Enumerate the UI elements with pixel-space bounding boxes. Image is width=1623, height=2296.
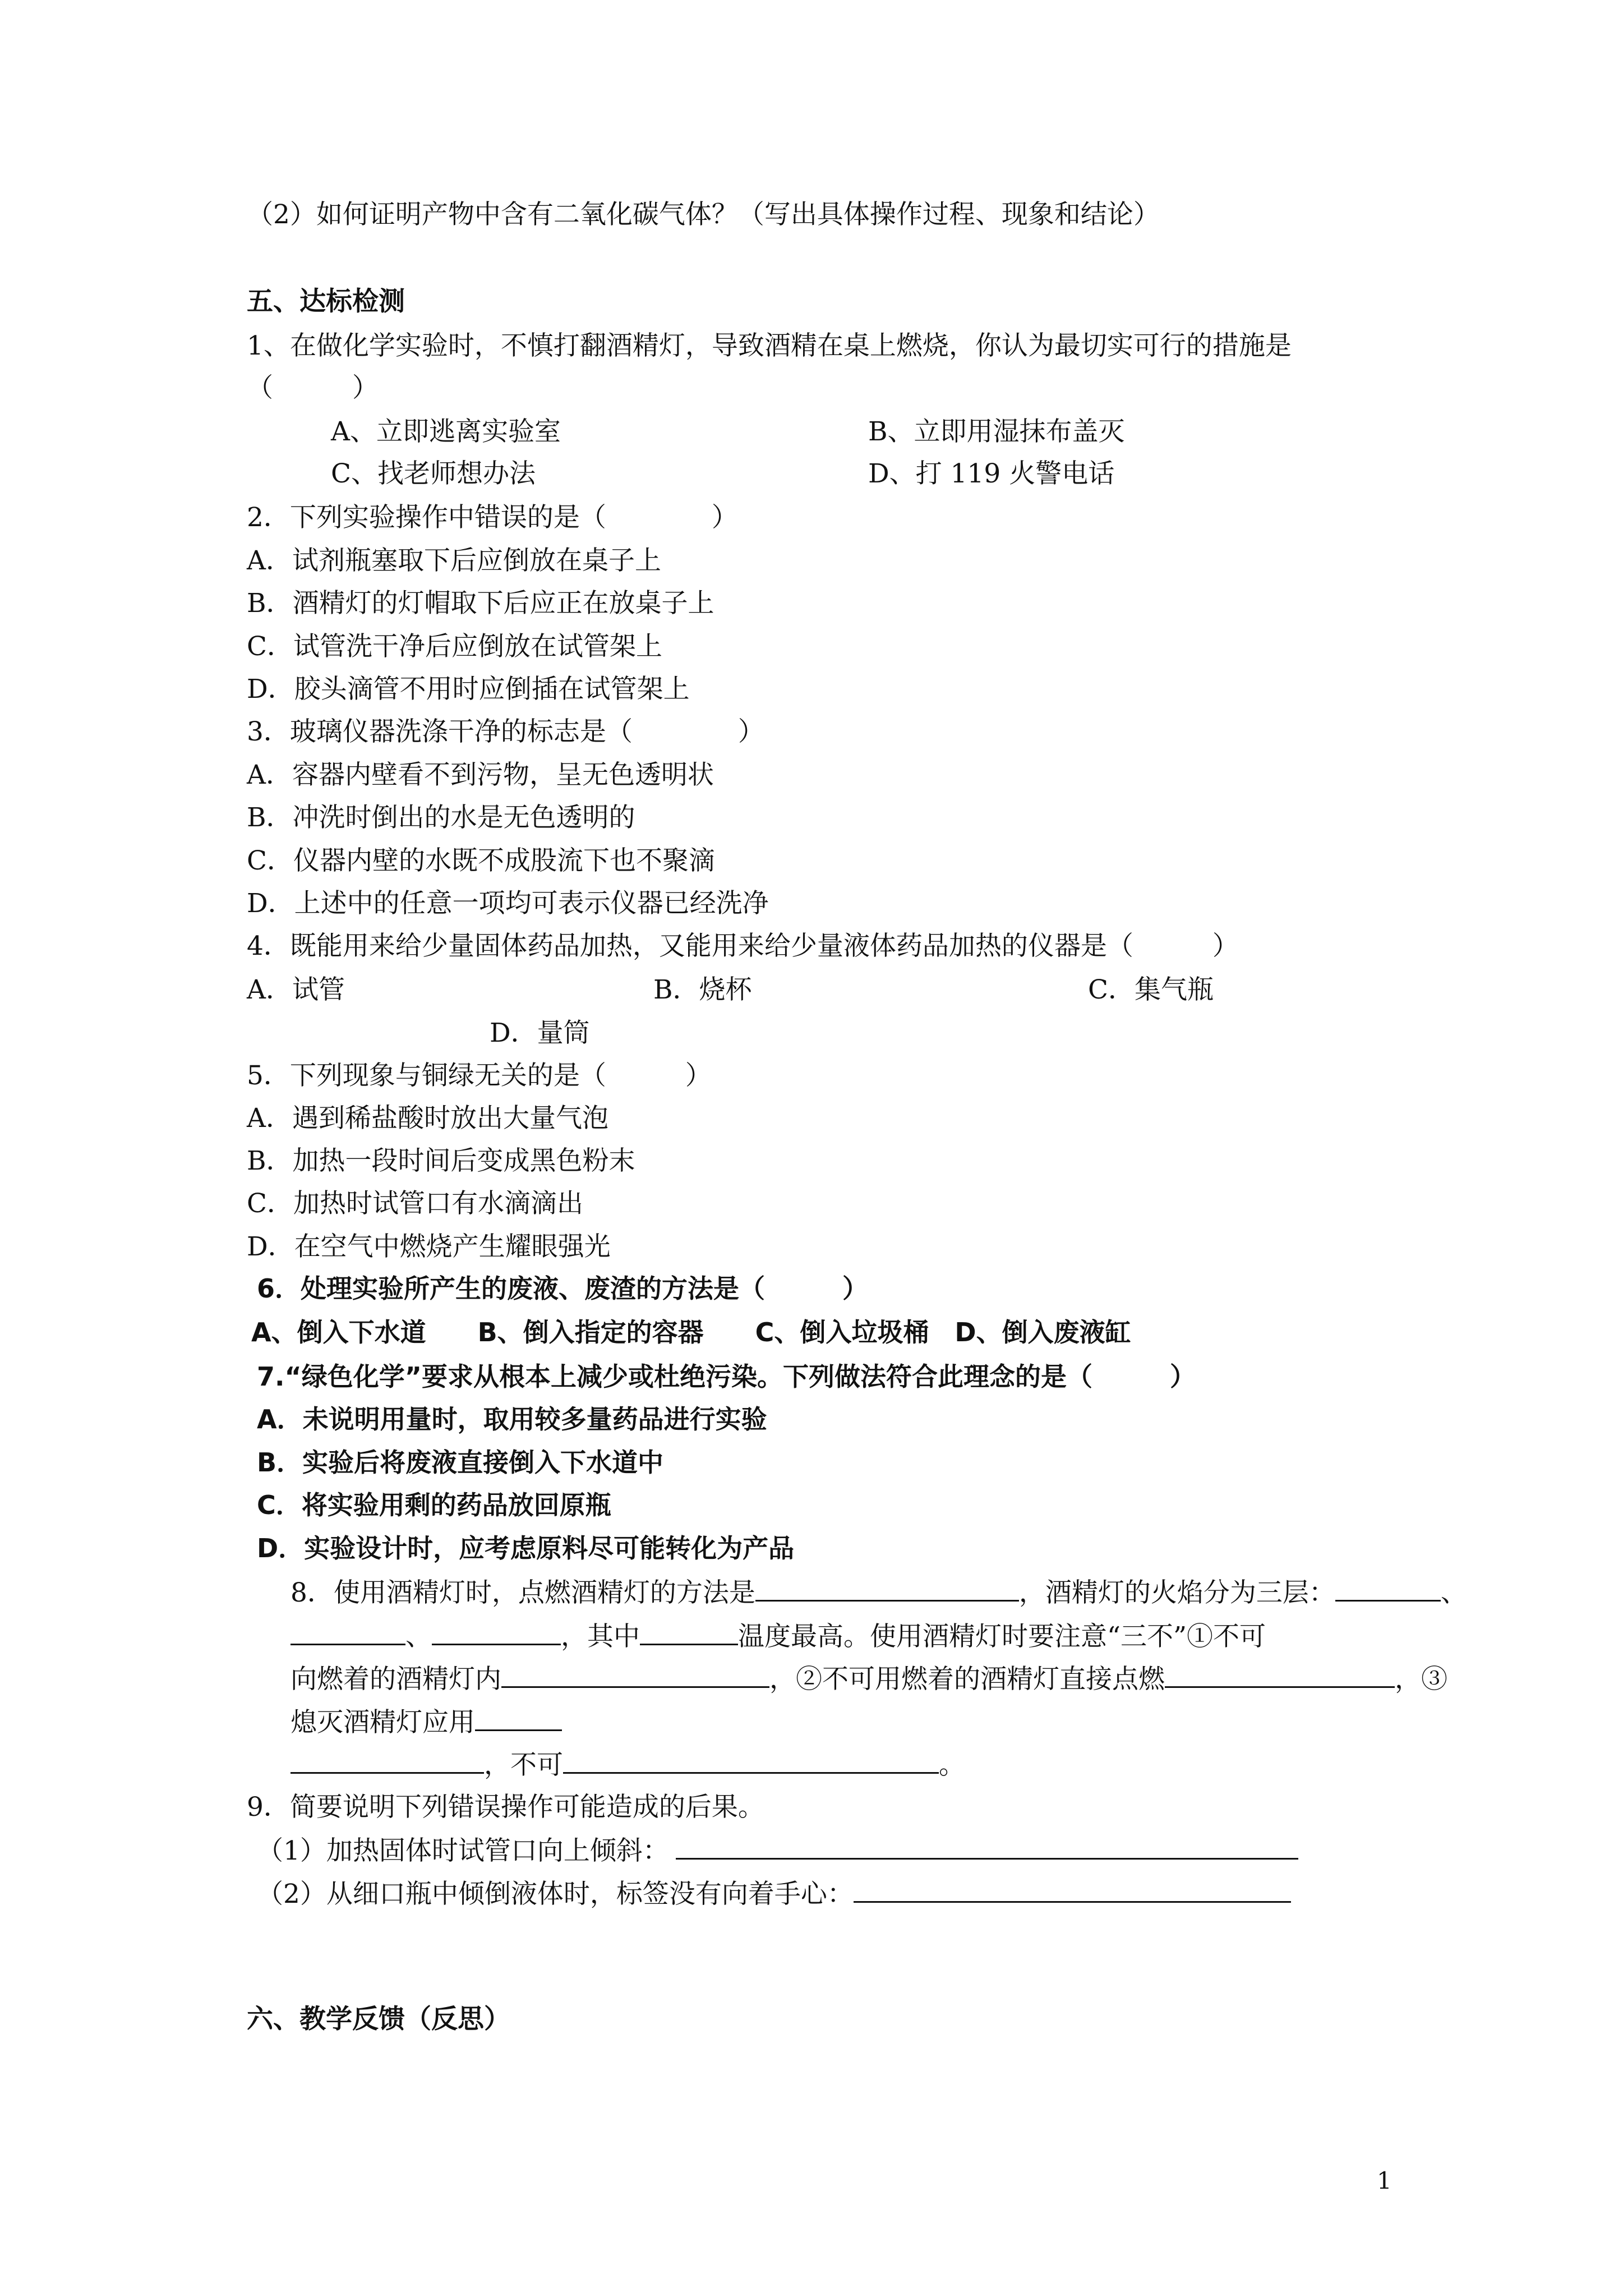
q8-blank-extinguish-2[interactable]: [291, 1747, 484, 1774]
q8-text-3: 、: [1440, 1577, 1467, 1608]
q8-blank-method[interactable]: [755, 1575, 1019, 1602]
q9-stem: 9．简要说明下列错误操作可能造成的后果。: [247, 1792, 764, 1823]
q7-option-b: B．实验后将废液直接倒入下水道中: [257, 1447, 664, 1478]
section-5-title: 五、达标检测: [247, 286, 405, 317]
q5-option-c: C．加热时试管口有水滴滴出: [247, 1188, 583, 1219]
q5-stem: 5．下列现象与铜绿无关的是（ ）: [247, 1060, 712, 1091]
q8-text-4: 、: [405, 1621, 432, 1652]
q4-option-c: C．集气瓶: [1088, 974, 1214, 1005]
q9-sub-1: [257, 1833, 1298, 1868]
q3-option-c: C．仪器内壁的水既不成股流下也不聚滴: [247, 845, 715, 876]
q8-text-2: ，酒精灯的火焰分为三层：: [1018, 1577, 1335, 1608]
q5-option-b: B．加热一段时间后变成黑色粉末: [247, 1145, 635, 1176]
q4-stem: 4．既能用来给少量固体药品加热，又能用来给少量液体药品加热的仪器是（ ）: [247, 931, 1239, 961]
q9-sub-1-blank[interactable]: [676, 1833, 1298, 1860]
q8-line-3: [291, 1662, 1447, 1696]
q6-options: A、倒入下水道 B、倒入指定的容器 C、倒入垃圾桶 D、倒入废液缸: [251, 1317, 1131, 1347]
q8-line-1: [291, 1575, 1467, 1610]
q4-option-d: D．量筒: [490, 1018, 590, 1048]
q5-option-a: A．遇到稀盐酸时放出大量气泡: [247, 1103, 608, 1134]
q8-line-4: [291, 1705, 562, 1740]
q4-option-a: A．试管: [247, 974, 345, 1005]
q3-option-a: A．容器内壁看不到污物，呈无色透明状: [247, 760, 714, 790]
q3-option-d: D．上述中的任意一项均可表示仪器已经洗净: [247, 888, 769, 919]
q8-blank-no-2[interactable]: [1165, 1662, 1395, 1688]
q8-text-12: 。: [939, 1750, 965, 1780]
q9-sub-2-text: （2）从细口瓶中倾倒液体时，标签没有向着手心：: [257, 1879, 854, 1910]
q1-option-d: D、打 119 火警电话: [868, 458, 1115, 489]
q8-line-2: [291, 1619, 1266, 1654]
q2-option-a: A．试剂瓶塞取下后应倒放在桌子上: [247, 545, 661, 576]
q7-option-a: A．未说明用量时，取用较多量药品进行实验: [257, 1404, 767, 1434]
q8-blank-layer-1[interactable]: [1335, 1575, 1441, 1602]
q9-sub-2-blank[interactable]: [854, 1876, 1291, 1903]
q1-option-b: B、立即用湿抹布盖灭: [868, 416, 1125, 447]
q8-blank-layer-2[interactable]: [291, 1619, 405, 1645]
q8-blank-layer-3[interactable]: [432, 1619, 561, 1645]
q8-line-5: [291, 1747, 965, 1782]
q6-stem: 6．处理实验所产生的废液、废渣的方法是（ ）: [257, 1273, 869, 1304]
q9-sub-1-text: （1）加热固体时试管口向上倾斜：: [257, 1835, 669, 1866]
page-number: 1: [1377, 2167, 1392, 2194]
q8-text-11: ，不可: [484, 1750, 563, 1780]
q4-option-b: B．烧杯: [653, 974, 752, 1005]
q8-text-6: 温度最高。使用酒精灯时要注意“三不”①不可: [738, 1621, 1266, 1652]
q7-option-d: D．实验设计时，应考虑原料尽可能转化为产品: [257, 1533, 795, 1563]
q7-option-c: C．将实验用剩的药品放回原瓶: [257, 1490, 611, 1520]
question-top-2: （2）如何证明产物中含有二氧化碳气体？（写出具体操作过程、现象和结论）: [247, 199, 1160, 230]
q8-text-5: ，其中: [561, 1621, 640, 1652]
q1-stem: 1、在做化学实验时，不慎打翻酒精灯，导致酒精在桌上燃烧，你认为最切实可行的措施是: [247, 330, 1292, 361]
q8-text-8: ，②不可用燃着的酒精灯直接点燃: [769, 1664, 1165, 1695]
q8-text-10: 熄灭酒精灯应用: [291, 1707, 475, 1738]
section-6-title: 六、教学反馈（反思）: [247, 2004, 510, 2035]
q8-blank-extinguish-3[interactable]: [563, 1747, 939, 1774]
q7-stem: 7.“绿色化学”要求从根本上减少或杜绝污染。下列做法符合此理念的是（ ）: [257, 1361, 1196, 1392]
q3-option-b: B．冲洗时倒出的水是无色透明的: [247, 802, 635, 833]
q8-blank-extinguish-1[interactable]: [475, 1705, 562, 1731]
q1-option-a: A、立即逃离实验室: [331, 416, 561, 447]
q2-option-c: C．试管洗干净后应倒放在试管架上: [247, 631, 662, 662]
q5-option-d: D．在空气中燃烧产生耀眼强光: [247, 1231, 611, 1262]
q1-option-c: C、找老师想办法: [331, 458, 536, 489]
q2-stem: 2．下列实验操作中错误的是（ ）: [247, 502, 738, 533]
q2-option-d: D．胶头滴管不用时应倒插在试管架上: [247, 674, 690, 705]
q9-sub-2: [257, 1876, 1291, 1911]
q1-bracket: （ ）: [247, 372, 379, 403]
q8-blank-no-1[interactable]: [501, 1662, 769, 1688]
q8-text-1: 8．使用酒精灯时，点燃酒精灯的方法是: [291, 1577, 755, 1608]
q3-stem: 3．玻璃仪器洗涤干净的标志是（ ）: [247, 716, 764, 747]
q2-option-b: B．酒精灯的灯帽取下后应正在放桌子上: [247, 588, 714, 619]
q8-blank-hottest[interactable]: [640, 1619, 738, 1645]
q8-text-9: ，③: [1395, 1664, 1447, 1695]
q8-text-7: 向燃着的酒精灯内: [291, 1664, 501, 1695]
